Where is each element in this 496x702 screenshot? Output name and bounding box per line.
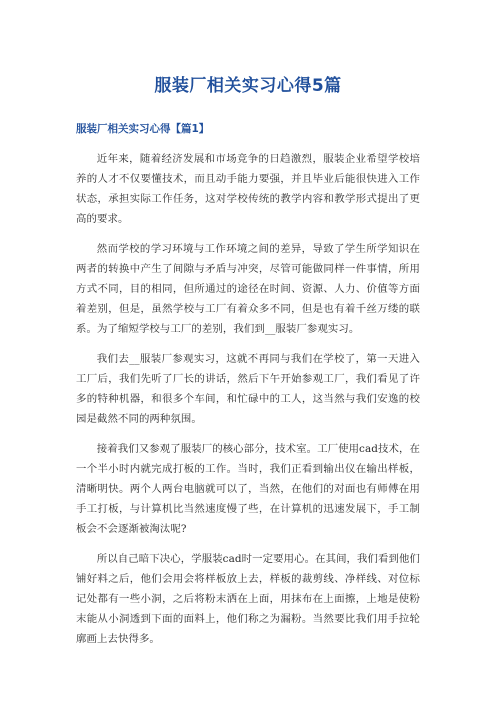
paragraph-5: 所以自己暗下决心，学服装cad时一定要用心。在其间，我们看到他们铺好料之后，他们会用会将样板放上去，样板的裁剪线、净样线、对位标记处都有一些小洞，之后将粉末洒在上面，用抹布在上面擦，上地是使粉末能从小洞透到下面的面料上，他们称之为漏粉。当然要比我们用手拉轮廓画上去快得多。 bbox=[76, 553, 420, 645]
paragraph-3: 我们去__服装厂参观实习，这就不再同与我们在学校了，第一天进入工厂后，我们先听了厂长的讲话，然后下午开始参观工厂，我们看见了许多的特种机器，和很多个车间，和忙碌中的工人，这当然与我们安逸的校园是截然不同的两种氛围。 bbox=[76, 353, 420, 425]
paragraph-1: 近年来，随着经济发展和市场竞争的日趋激烈，服装企业希望学校培养的人才不仅要懂技术，而且动手能力要强，并且毕业后能很快进入工作状态，承担实际工作任务，这对学校传统的教学内容和教学形式提出了更高的要求。 bbox=[76, 153, 420, 225]
paragraph-2: 然而学校的学习环境与工作环境之间的差异，导致了学生所学知识在两者的转换中产生了间隙与矛盾与冲突，尽管可能做同样一件事情，所用方式不同，目的相同，但所通过的途径在时间、资源、人力、价值等方面着差别，但是，虽然学校与工厂有着众多不同，但是也有着千丝万缕的联系。为了缩短学校与工厂的差别，我们到__服装厂参观实习。 bbox=[76, 243, 420, 335]
paragraph-4: 接着我们又参观了服装厂的核心部分，技术室。工厂使用cad技术，在一个半小时内就完成打板的工作。当时，我们正看到输出仪在输出样板，清晰明快。两个人两台电脑就可以了，当然，在他们的对面也有师傅在用手工打板，与计算机比当然速度慢了些，在计算机的迅速发展下，手工制板会不会逐渐被淘汰呢? bbox=[76, 443, 420, 535]
document-body bbox=[76, 149, 420, 659]
page-title: 服装厂相关实习心得5篇 bbox=[154, 76, 342, 96]
section-heading: 服装厂相关实习心得【篇1】 bbox=[76, 123, 210, 135]
